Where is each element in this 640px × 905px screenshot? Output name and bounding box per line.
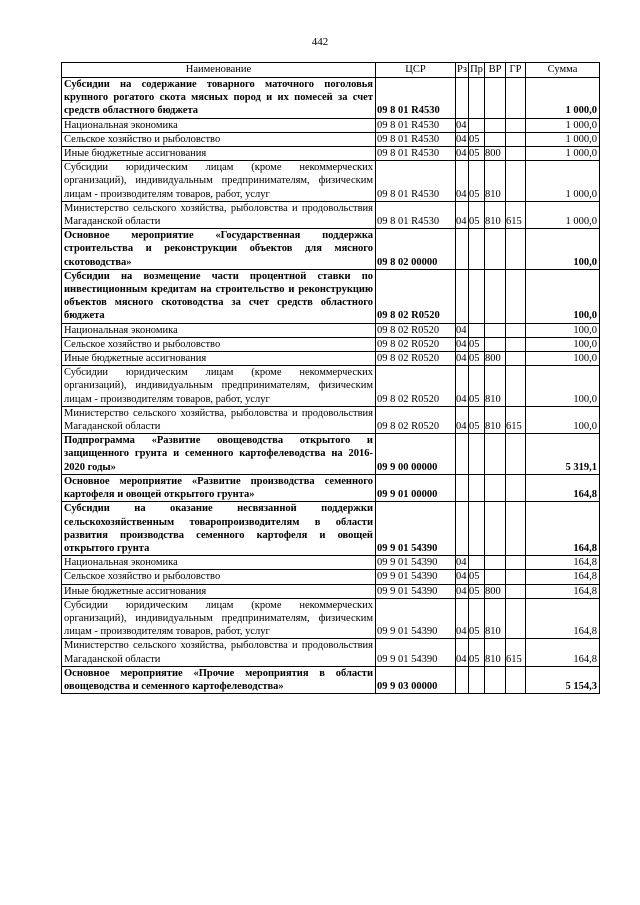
cell-name: Национальная экономика: [62, 556, 376, 570]
cell-pr: 05: [469, 570, 485, 584]
cell-sum: 164,8: [526, 584, 600, 598]
table-row: [62, 337, 600, 351]
cell-pr: [469, 502, 485, 556]
cell-sum: 100,0: [526, 366, 600, 407]
cell-vr: [485, 337, 506, 351]
cell-sum: 164,8: [526, 570, 600, 584]
cell-pr: [469, 434, 485, 475]
cell-vr: [485, 118, 506, 132]
cell-name: Субсидии юридическим лицам (кроме некоммерческих организаций), индивидуальным предпринимателям, физическим лицам - производителям товаров, работ, услуг: [62, 366, 376, 407]
cell-rz: 04: [456, 338, 467, 350]
cell-csr: 09 8 01 R4530: [376, 78, 456, 119]
table-row: [62, 366, 600, 407]
cell-name: Субсидии на возмещение части процентной ставки по инвестиционным кредитам на строительство и реконструкцию объектов мясного скотоводства за счет средств областного бюджета: [62, 269, 376, 323]
cell-pr: [469, 556, 485, 570]
cell-vr: [485, 474, 506, 501]
cell-name: Сельское хозяйство и рыболовство: [62, 570, 376, 584]
cell-vr: 810: [485, 639, 506, 666]
cell-pr: 05: [469, 337, 485, 351]
table-row: [62, 229, 600, 270]
cell-pr: 05: [469, 639, 485, 666]
cell-name: Основное мероприятие «Государственная поддержка строительства и реконструкции объектов для мясного скотоводства»: [62, 229, 376, 270]
cell-csr: 09 8 02 R0520: [376, 352, 456, 366]
cell-rz: 04: [456, 598, 469, 639]
cell-sum: 164,8: [526, 639, 600, 666]
table-row: [62, 502, 600, 556]
cell-csr: 09 8 01 R4530: [376, 201, 456, 228]
cell-name: Национальная экономика: [62, 118, 376, 132]
cell-vr: [485, 269, 506, 323]
cell-rz: 04: [456, 119, 467, 131]
cell-name: Национальная экономика: [62, 323, 376, 337]
table-row: [62, 598, 600, 639]
cell-name: Субсидии на оказание несвязанной поддержки сельскохозяйственным товаропроизводителям в области развития производства семенного картофеля и овощей открытого грунта: [62, 502, 376, 556]
cell-gr: 615: [506, 406, 526, 433]
cell-pr: [469, 474, 485, 501]
cell-name: Сельское хозяйство и рыболовство: [62, 337, 376, 351]
table-row: [62, 639, 600, 666]
cell-name: Субсидии юридическим лицам (кроме некоммерческих организаций), индивидуальным предпринимателям, физическим лицам - производителям товаров, работ, услуг: [62, 161, 376, 202]
cell-rz: [456, 269, 469, 323]
cell-name: Иные бюджетные ассигнования: [62, 147, 376, 161]
cell-pr: [469, 118, 485, 132]
cell-pr: [469, 666, 485, 693]
cell-name: Сельское хозяйство и рыболовство: [62, 132, 376, 146]
cell-csr: 09 9 01 54390: [376, 584, 456, 598]
cell-vr: 800: [485, 584, 506, 598]
table-row: [62, 147, 600, 161]
cell-rz: 04: [456, 366, 469, 407]
cell-vr: [485, 132, 506, 146]
cell-csr: 09 8 01 R4530: [376, 132, 456, 146]
cell-rz: 04: [456, 353, 467, 365]
table-row: [62, 323, 600, 337]
cell-sum: 100,0: [526, 406, 600, 433]
cell-sum: 164,8: [526, 556, 600, 570]
cell-pr: 05: [469, 132, 485, 146]
cell-vr: [485, 666, 506, 693]
cell-vr: 810: [485, 598, 506, 639]
cell-csr: 09 8 02 R0520: [376, 269, 456, 323]
cell-vr: [485, 502, 506, 556]
cell-name: Министерство сельского хозяйства, рыболовства и продовольствия Магаданской области: [62, 406, 376, 433]
cell-sum: 5 319,1: [526, 434, 600, 475]
cell-csr: 09 9 01 54390: [376, 502, 456, 556]
cell-vr: [485, 78, 506, 119]
header-vr: ВР: [485, 63, 506, 78]
cell-gr: [506, 269, 526, 323]
cell-sum: 100,0: [526, 352, 600, 366]
cell-vr: [485, 570, 506, 584]
cell-vr: 800: [485, 147, 506, 161]
cell-pr: [469, 269, 485, 323]
cell-pr: 05: [469, 201, 485, 228]
header-pr: Пр: [469, 63, 485, 78]
cell-rz: 04: [456, 148, 467, 160]
cell-sum: 100,0: [526, 229, 600, 270]
table-row: [62, 161, 600, 202]
cell-gr: [506, 132, 526, 146]
cell-csr: 09 8 02 R0520: [376, 337, 456, 351]
cell-pr: [469, 323, 485, 337]
cell-vr: [485, 323, 506, 337]
cell-name: Иные бюджетные ассигнования: [62, 584, 376, 598]
cell-gr: [506, 666, 526, 693]
cell-pr: 05: [469, 352, 485, 366]
cell-name: Министерство сельского хозяйства, рыболовства и продовольствия Магаданской области: [62, 639, 376, 666]
cell-gr: [506, 229, 526, 270]
cell-csr: 09 9 01 54390: [376, 570, 456, 584]
cell-pr: 05: [469, 598, 485, 639]
cell-pr: 05: [469, 366, 485, 407]
cell-csr: 09 8 02 R0520: [376, 366, 456, 407]
cell-gr: [506, 502, 526, 556]
cell-vr: 810: [485, 201, 506, 228]
cell-csr: 09 8 01 R4530: [376, 118, 456, 132]
cell-pr: [469, 229, 485, 270]
cell-sum: 100,0: [526, 269, 600, 323]
cell-csr: 09 8 02 00000: [376, 229, 456, 270]
header-rz: Рз: [456, 63, 469, 78]
cell-sum: 1 000,0: [526, 161, 600, 202]
cell-vr: 810: [485, 406, 506, 433]
cell-name: Министерство сельского хозяйства, рыболовства и продовольствия Магаданской области: [62, 201, 376, 228]
table-row: [62, 201, 600, 228]
cell-pr: 05: [469, 584, 485, 598]
cell-rz: 04: [456, 571, 467, 583]
cell-name: Подпрограмма «Развитие овощеводства открытого и защищенного грунта и семенного картофелеводства на 2016-2020 годы»: [62, 434, 376, 475]
cell-rz: 04: [456, 557, 467, 569]
cell-sum: 164,8: [526, 598, 600, 639]
cell-gr: [506, 434, 526, 475]
cell-csr: 09 9 00 00000: [376, 434, 456, 475]
table-row: [62, 584, 600, 598]
table-row: [62, 406, 600, 433]
header-name: Наименование: [62, 63, 376, 78]
cell-gr: [506, 474, 526, 501]
cell-sum: 1 000,0: [526, 201, 600, 228]
cell-pr: [469, 78, 485, 119]
cell-csr: 09 9 01 00000: [376, 474, 456, 501]
cell-rz: 04: [456, 639, 469, 666]
cell-csr: 09 8 01 R4530: [376, 147, 456, 161]
table-row: [62, 474, 600, 501]
cell-csr: 09 9 03 00000: [376, 666, 456, 693]
cell-vr: [485, 434, 506, 475]
table-row: [62, 118, 600, 132]
cell-rz: 04: [456, 324, 467, 336]
table-row: [62, 434, 600, 475]
cell-name: Иные бюджетные ассигнования: [62, 352, 376, 366]
table-row: [62, 570, 600, 584]
cell-gr: [506, 556, 526, 570]
table-row: [62, 556, 600, 570]
page-number: 442: [311, 36, 329, 48]
budget-table: [61, 62, 600, 694]
cell-csr: 09 8 02 R0520: [376, 323, 456, 337]
cell-gr: [506, 352, 526, 366]
cell-sum: 1 000,0: [526, 132, 600, 146]
cell-csr: 09 9 01 54390: [376, 639, 456, 666]
cell-sum: 1 000,0: [526, 118, 600, 132]
table-row: [62, 352, 600, 366]
cell-sum: 100,0: [526, 337, 600, 351]
cell-gr: [506, 161, 526, 202]
cell-rz: [456, 229, 469, 270]
header-gr: ГР: [506, 63, 526, 78]
cell-rz: 04: [456, 406, 469, 433]
cell-gr: 615: [506, 639, 526, 666]
cell-rz: 04: [456, 161, 469, 202]
cell-vr: [485, 229, 506, 270]
cell-gr: [506, 584, 526, 598]
cell-gr: 615: [506, 201, 526, 228]
cell-sum: 1 000,0: [526, 147, 600, 161]
cell-rz: [456, 666, 469, 693]
cell-gr: [506, 598, 526, 639]
cell-rz: [456, 78, 469, 119]
cell-csr: 09 8 01 R4530: [376, 161, 456, 202]
cell-name: Субсидии на содержание товарного маточного поголовья крупного рогатого скота мясных пород и их помесей за счет средств областного бюджета: [62, 78, 376, 119]
table-header-row: [62, 63, 600, 78]
cell-vr: [485, 556, 506, 570]
cell-sum: 1 000,0: [526, 78, 600, 119]
table-body: [62, 78, 600, 694]
cell-sum: 164,8: [526, 474, 600, 501]
cell-gr: [506, 337, 526, 351]
table-row: [62, 78, 600, 119]
table-row: [62, 132, 600, 146]
cell-rz: 04: [456, 585, 467, 597]
cell-gr: [506, 147, 526, 161]
cell-vr: 800: [485, 352, 506, 366]
cell-sum: 100,0: [526, 323, 600, 337]
cell-csr: 09 8 02 R0520: [376, 406, 456, 433]
header-sum: Сумма: [526, 63, 600, 78]
cell-pr: 05: [469, 406, 485, 433]
cell-name: Основное мероприятие «Развитие производства семенного картофеля и овощей открытого грунта»: [62, 474, 376, 501]
cell-gr: [506, 118, 526, 132]
cell-gr: [506, 366, 526, 407]
cell-name: Основное мероприятие «Прочие мероприятия в области овощеводства и семенного картофелеводства»: [62, 666, 376, 693]
cell-rz: 04: [456, 133, 467, 145]
cell-sum: 5 154,3: [526, 666, 600, 693]
cell-rz: [456, 434, 469, 475]
cell-pr: 05: [469, 161, 485, 202]
cell-gr: [506, 570, 526, 584]
cell-csr: 09 9 01 54390: [376, 556, 456, 570]
header-csr: ЦСР: [376, 63, 456, 78]
cell-gr: [506, 323, 526, 337]
cell-vr: 810: [485, 161, 506, 202]
cell-rz: 04: [456, 201, 469, 228]
cell-rz: [456, 474, 469, 501]
cell-sum: 164,8: [526, 502, 600, 556]
cell-rz: [456, 502, 469, 556]
cell-name: Субсидии юридическим лицам (кроме некоммерческих организаций), индивидуальным предпринимателям, физическим лицам - производителям товаров, работ, услуг: [62, 598, 376, 639]
cell-gr: [506, 78, 526, 119]
table-row: [62, 666, 600, 693]
cell-vr: 810: [485, 366, 506, 407]
cell-csr: 09 9 01 54390: [376, 598, 456, 639]
table-row: [62, 269, 600, 323]
cell-pr: 05: [469, 147, 485, 161]
